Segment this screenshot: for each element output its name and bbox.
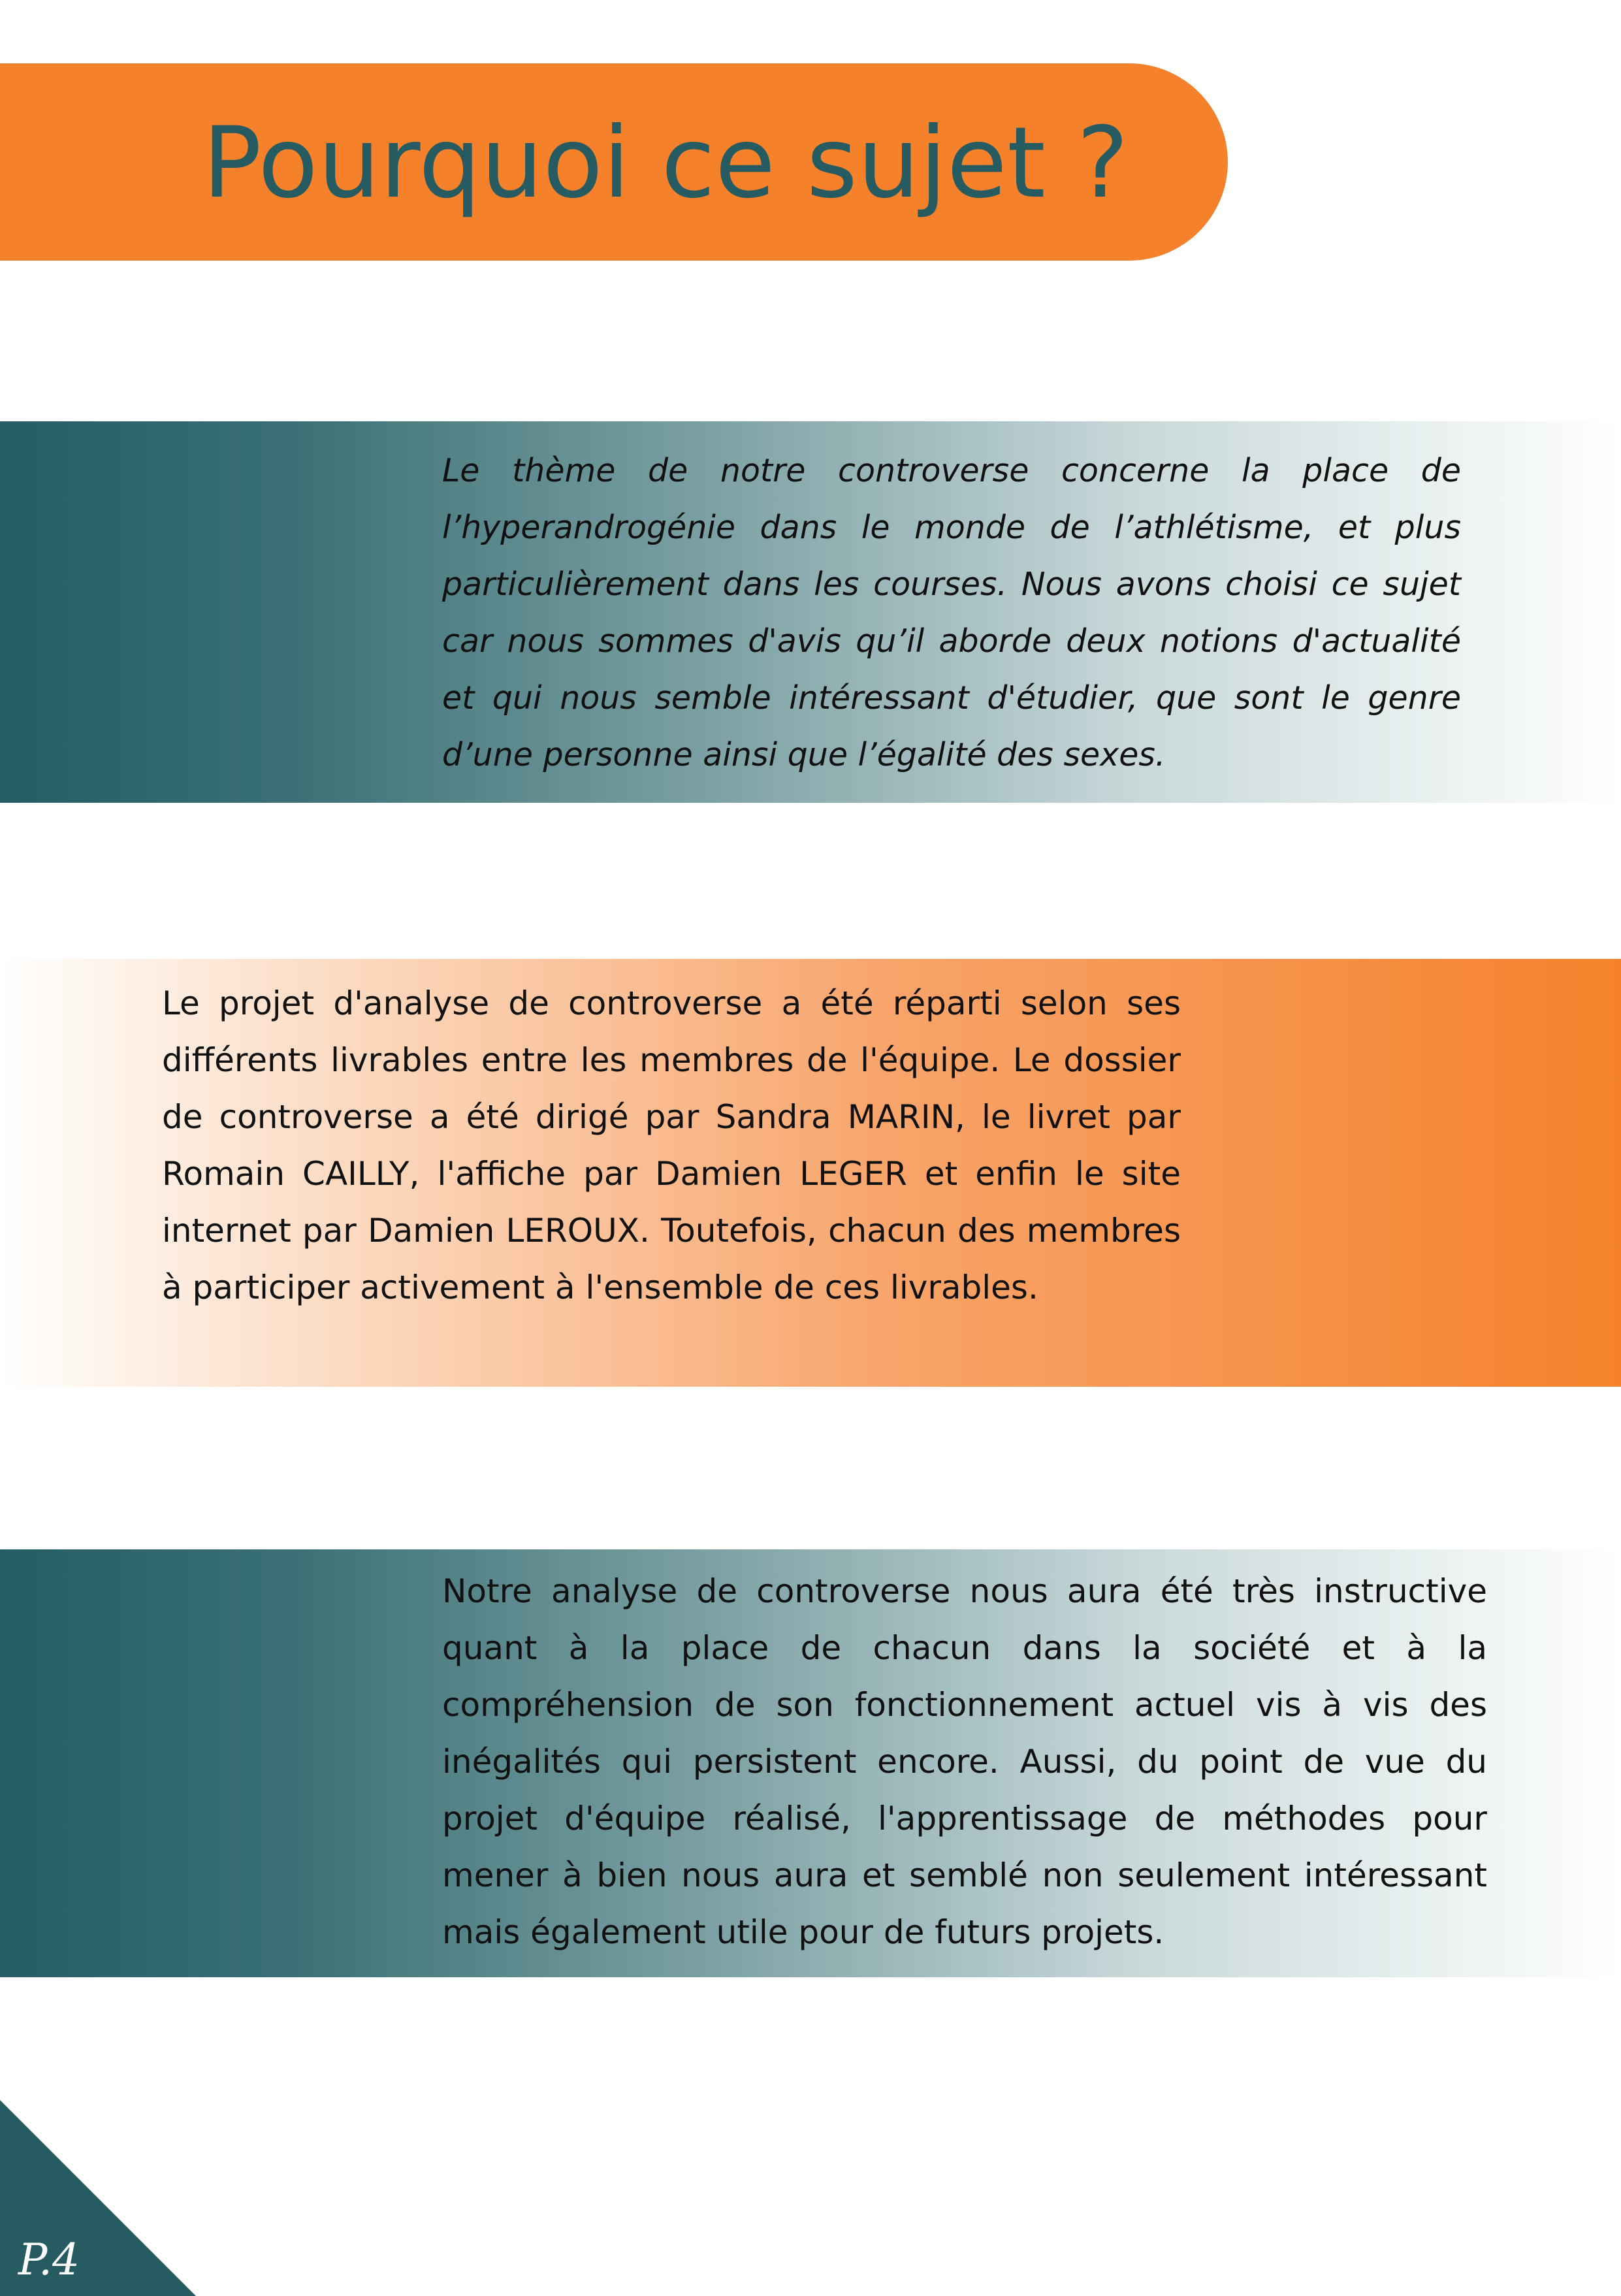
- page-number: P.4: [18, 2235, 80, 2285]
- section-1-paragraph: Le thème de notre controverse concerne la place de l’hyperandrogénie dans le monde de l’athlétisme, et plus particulièrement dans les courses. Nous avons choisi ce sujet car nous sommes d'avis qu’il aborde deux notions d'actualité et qui nous semble intéressant d'étudier, que sont le genre d’une personne ainsi que l’égalité des sexes.: [442, 452, 1461, 773]
- section-2-paragraph: Le projet d'analyse de controverse a été réparti selon ses différents livrables entre les membres de l'équipe. Le dossier de controverse a été dirigé par Sandra MARIN, le livret par Romain CAILLY, l'affiche par Damien LEGER et enfin le site internet par Damien LEROUX. Toutefois, chacun des membres à participer activement à l'ensemble de ces livrables.: [162, 984, 1181, 1306]
- page-title: Pourquoi ce sujet ?: [202, 106, 1129, 220]
- section-3-paragraph: Notre analyse de controverse nous aura été très instructive quant à la place de chacun dans la société et à la compréhension de son fonctionnement actuel vis à vis des inégalités qui persistent encore. Aussi, du point de vue du projet d'équipe réalisé, l'apprentissage de méthodes pour mener à bien nous aura et semblé non seulement intéressant mais également utile pour de futurs projets.: [442, 1572, 1487, 1951]
